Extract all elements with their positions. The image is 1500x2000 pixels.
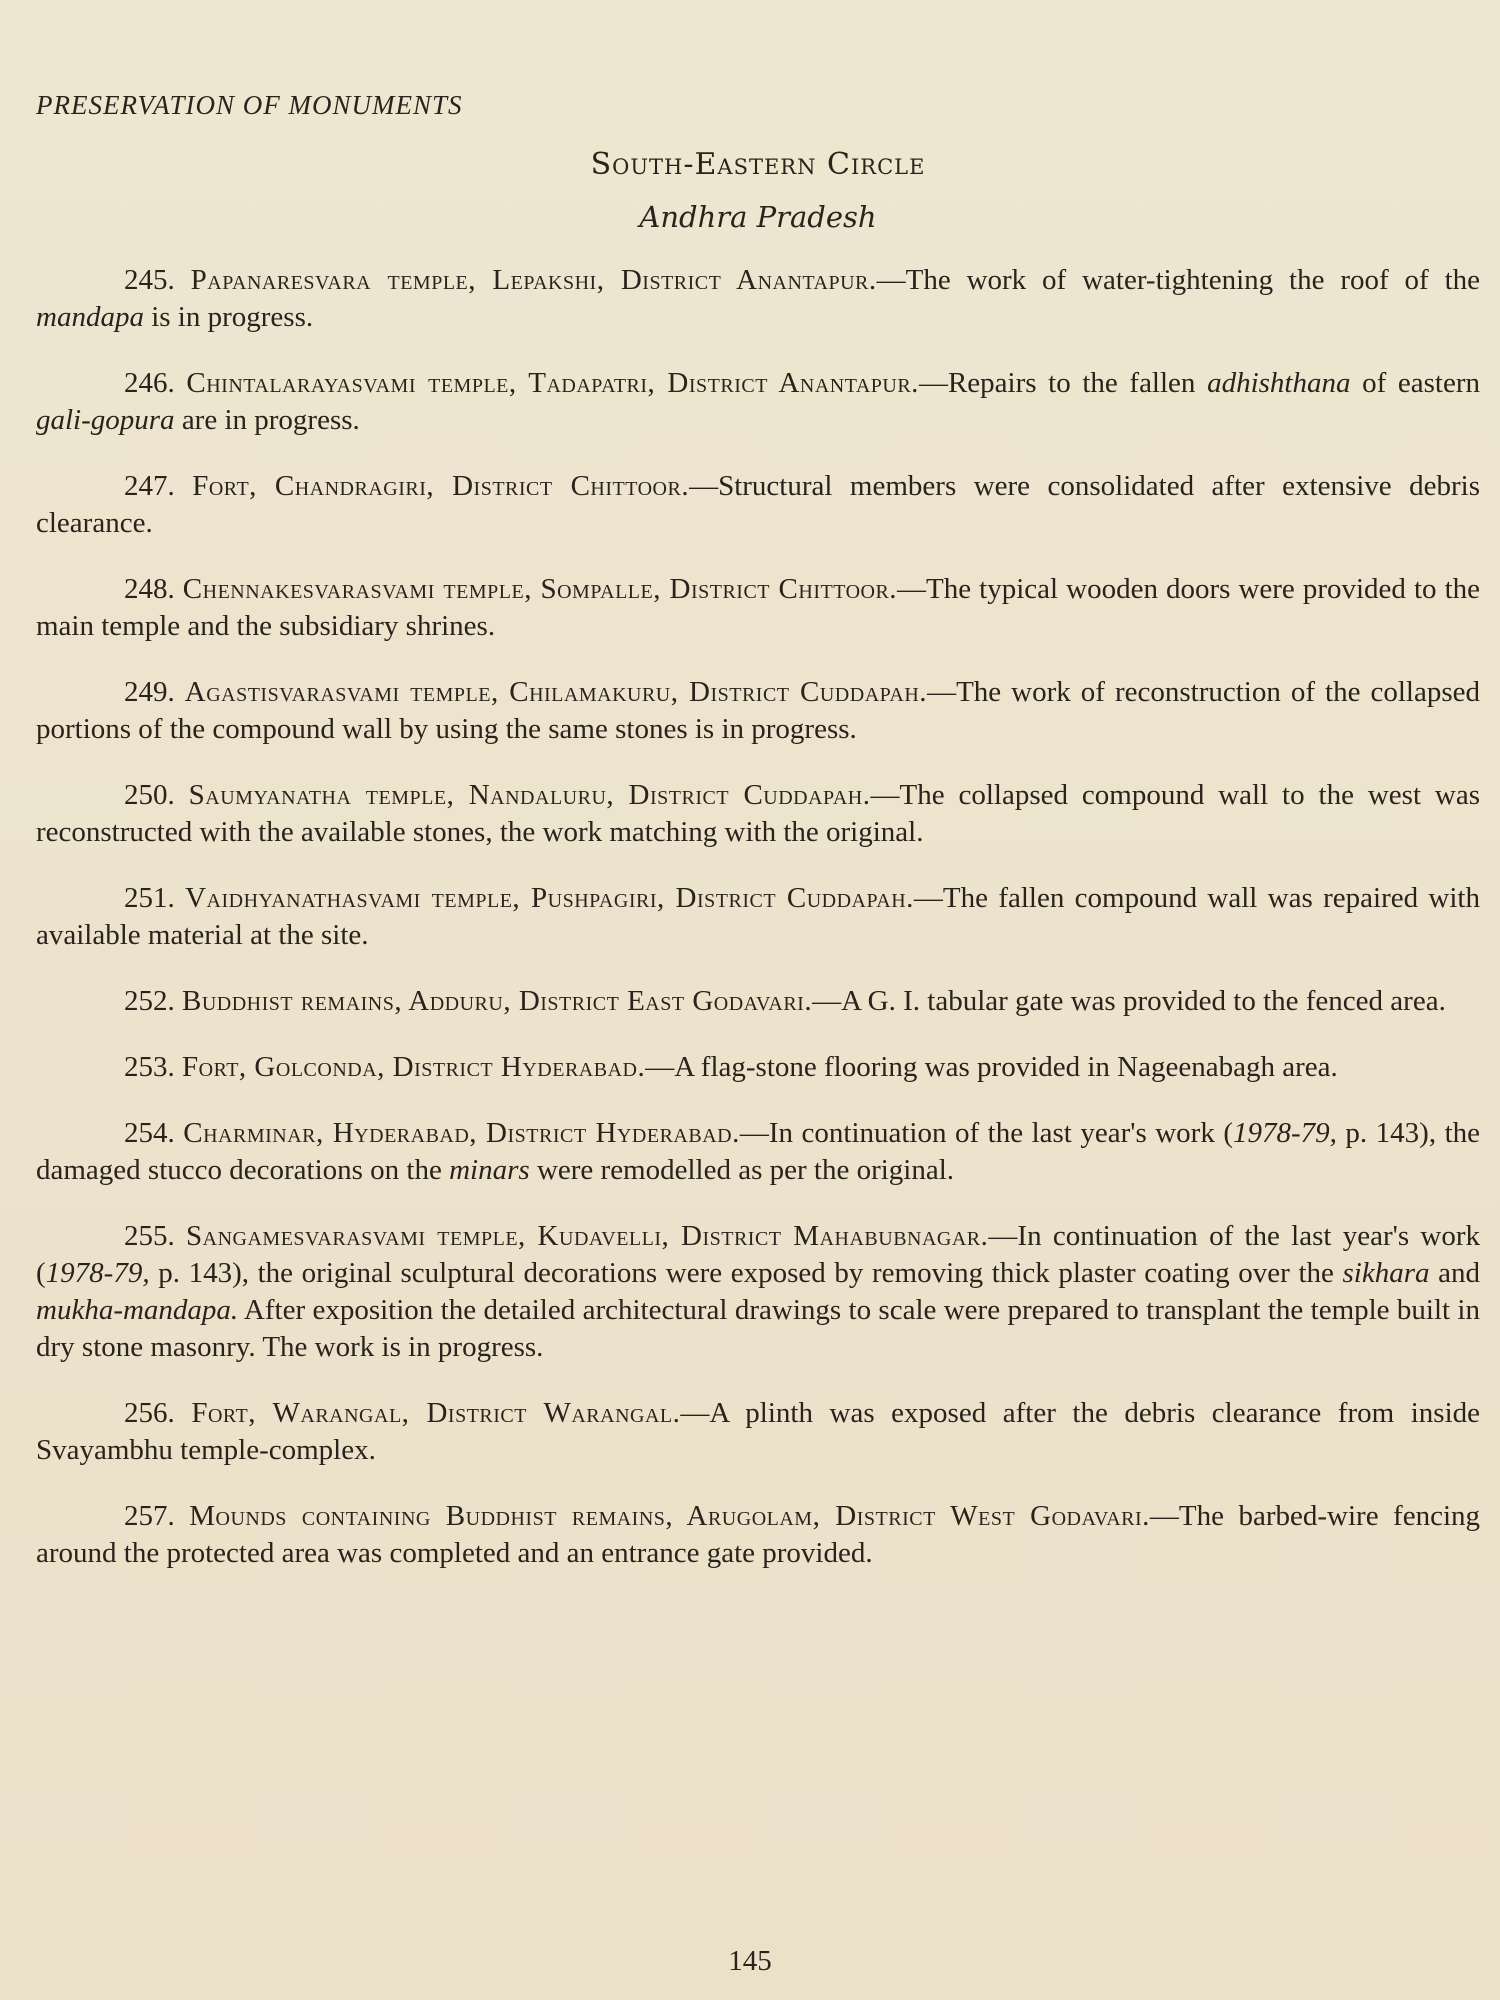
entry-number: 256. xyxy=(124,1397,175,1429)
entry-250 xyxy=(36,777,1480,851)
entry-heading: Sangamesvarasvami temple, Kudavelli, District Mahabubnagar. xyxy=(186,1220,989,1252)
entry-text: p. 143), the original sculptural decorations were exposed by removing thick plaster coating over the xyxy=(149,1257,1343,1289)
entry-text: —In continuation of the last year's work ( xyxy=(739,1117,1233,1149)
entry-number: 250. xyxy=(124,779,175,811)
entry-245 xyxy=(36,262,1480,336)
entry-257 xyxy=(36,1498,1480,1572)
entry-heading: Chennakesvarasvami temple, Sompalle, District Chittoor. xyxy=(182,573,898,605)
entry-italic-text: adhishthana xyxy=(1207,367,1351,399)
entry-heading: Saumyanatha temple, Nandaluru, District Cuddapah. xyxy=(188,779,871,811)
entries-list xyxy=(36,262,1480,1572)
entry-heading: Charminar, Hyderabad, District Hyderabad. xyxy=(183,1117,740,1149)
entry-number: 248. xyxy=(124,573,175,605)
entry-text: —In continuation of the last year's work ( xyxy=(36,1220,1480,1289)
entry-heading: Papanaresvara temple, Lepakshi, District Anantapur. xyxy=(190,264,877,296)
entry-text: —A flag-stone flooring was provided in Nageenabagh area. xyxy=(645,1051,1338,1083)
entry-246 xyxy=(36,365,1480,439)
circle-title: South-Eastern Circle xyxy=(590,147,926,182)
entry-254 xyxy=(36,1115,1480,1189)
entry-text: —A plinth was exposed after the debris clearance from inside Svayambhu temple-complex. xyxy=(36,1397,1481,1466)
entry-text: —The fallen compound wall was repaired with available material at the site. xyxy=(36,882,1480,951)
entry-heading: Fort, Golconda, District Hyderabad. xyxy=(182,1051,646,1083)
entry-number: 247. xyxy=(124,470,175,502)
state-title: Andhra Pradesh xyxy=(639,200,877,234)
entry-text: After exposition the detailed architectural drawings to scale were prepared to transplant the temple built in dry stone masonry. The work is in progress. xyxy=(36,1294,1480,1363)
entry-heading: Chintalarayasvami temple, Tadapatri, District Anantapur. xyxy=(186,367,919,399)
entry-248 xyxy=(36,571,1480,645)
entry-251 xyxy=(36,880,1480,954)
entry-number: 255. xyxy=(124,1220,175,1252)
entry-text: —The typical wooden doors were provided to the main temple and the subsidiary shrines. xyxy=(36,573,1480,642)
running-head: PRESERVATION OF MONUMENTS xyxy=(36,90,463,120)
entry-heading: Vaidhyanathasvami temple, Pushpagiri, District Cuddapah. xyxy=(185,882,914,914)
entry-number: 246. xyxy=(124,367,175,399)
entry-text: —Structural members were consolidated after extensive debris clearance. xyxy=(36,470,1481,539)
entry-text: and xyxy=(1429,1257,1480,1289)
entry-text: p. 143), the damaged stucco decorations on the xyxy=(36,1117,1481,1186)
entry-italic-text: 1978-79, xyxy=(1233,1117,1337,1149)
entry-253 xyxy=(36,1049,1480,1086)
entry-number: 251. xyxy=(124,882,175,914)
entry-text: —The collapsed compound wall to the west was reconstructed with the available stones, the work matching with the original. xyxy=(36,779,1481,848)
entry-italic-text: 1978-79, xyxy=(45,1257,150,1289)
entry-italic-text: gali-gopura xyxy=(36,404,175,436)
entry-text: —Repairs to the fallen xyxy=(918,367,1208,399)
entry-text: —The barbed-wire fencing around the protected area was completed and an entrance gate provided. xyxy=(36,1500,1481,1569)
entry-text: is in progress. xyxy=(143,301,314,333)
entry-number: 254. xyxy=(124,1117,175,1149)
entry-text: are in progress. xyxy=(174,404,360,436)
entry-number: 252. xyxy=(124,985,175,1017)
entry-text: of eastern xyxy=(1350,367,1481,399)
entry-heading: Fort, Chandragiri, District Chittoor. xyxy=(192,470,690,502)
entry-italic-text: mandapa xyxy=(36,301,144,333)
entry-text: —The work of water-tightening the roof of the xyxy=(876,264,1481,296)
entry-italic-text: sikhara xyxy=(1342,1257,1430,1289)
entry-256 xyxy=(36,1395,1480,1469)
entry-247 xyxy=(36,468,1480,542)
page-number: 145 xyxy=(728,1945,772,1977)
entry-255 xyxy=(36,1218,1480,1366)
entry-number: 253. xyxy=(124,1051,175,1083)
entry-heading: Fort, Warangal, District Warangal. xyxy=(191,1397,681,1429)
entry-text: were remodelled as per the original. xyxy=(529,1154,955,1186)
entry-text: —The work of reconstruction of the collapsed portions of the compound wall by using the same stones is in progress. xyxy=(36,676,1480,745)
entry-text: —A G. I. tabular gate was provided to the fenced area. xyxy=(812,985,1446,1017)
entry-heading: Mounds containing Buddhist remains, Arugolam, District West Godavari. xyxy=(189,1500,1150,1532)
entry-number: 257. xyxy=(124,1500,175,1532)
entry-number: 249. xyxy=(124,676,175,708)
entry-252 xyxy=(36,983,1480,1020)
entry-number: 245. xyxy=(124,264,175,296)
entry-heading: Buddhist remains, Adduru, District East Godavari. xyxy=(182,985,813,1017)
entry-heading: Agastisvarasvami temple, Chilamakuru, District Cuddapah. xyxy=(184,676,928,708)
entry-italic-text: minars xyxy=(449,1154,530,1186)
entry-italic-text: mukha-mandapa. xyxy=(36,1294,239,1326)
entry-249 xyxy=(36,674,1480,748)
